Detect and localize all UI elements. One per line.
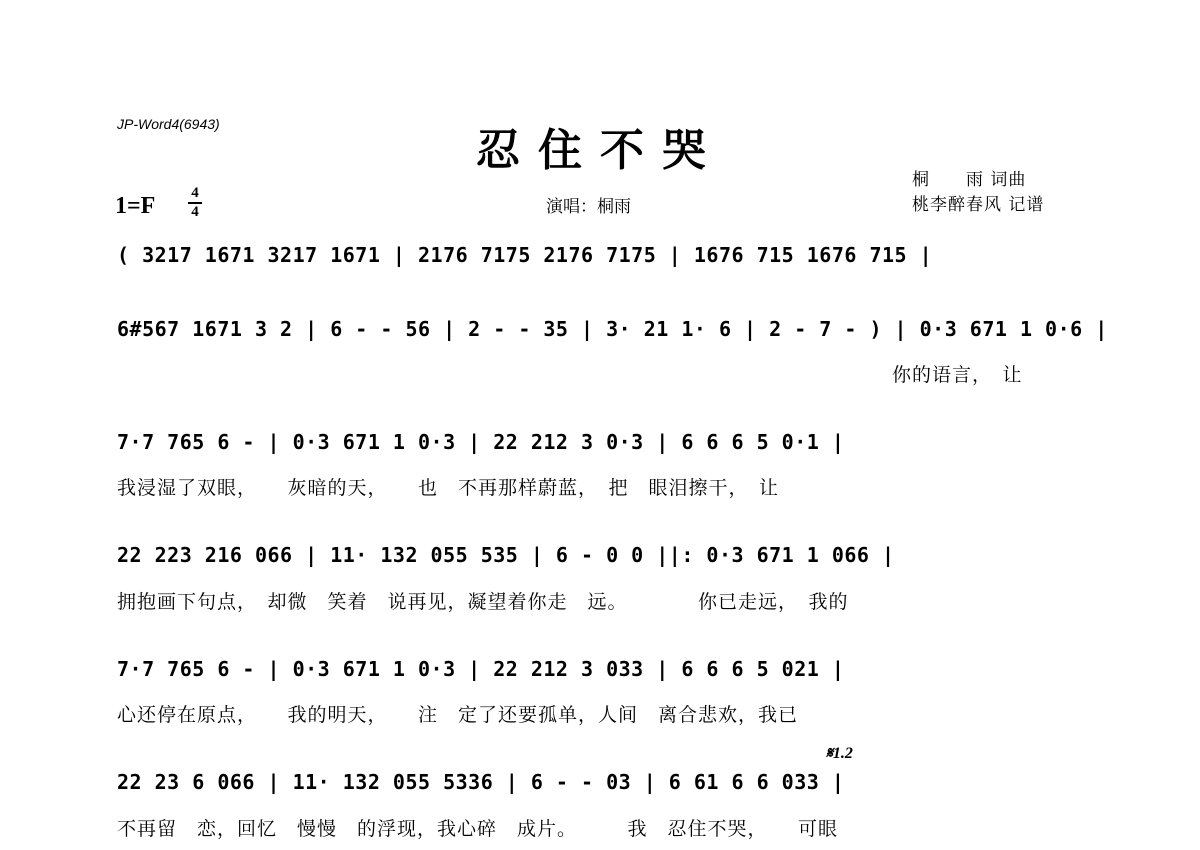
software-watermark: JP-Word4(6943): [117, 116, 220, 132]
time-signature-bottom: 4: [191, 204, 199, 220]
lyric-row-6: 不再留 恋，回忆 慢慢 的浮现，我心碎 成片。 我 忍住不哭， 可眼: [117, 818, 839, 840]
time-signature: [188, 186, 202, 220]
music-row-1: ( 3217 1671 3217 1671 | 2176 7175 2176 7175 | 1676 715 1676 715 |: [117, 243, 933, 267]
singer-credit: 演唱：桐雨: [546, 197, 631, 217]
lyrics-music-credit: 桐 雨 词曲: [912, 170, 1027, 190]
music-row-6: 22 23 6 066 | 11· 132 055 5336 | 6 - - 03 | 6 61 6 6 033 |: [117, 770, 845, 794]
lyric-row-2: 你的语言， 让: [892, 364, 1023, 386]
music-row-2: 6#567 1671 3 2 | 6 - - 56 | 2 - - 35 | 3· 21 1· 6 | 2 - 7 - ) | 0·3 671 1 0·6 |: [117, 317, 1108, 341]
music-row-3: 7·7 765 6 - | 0·3 671 1 0·3 | 22 212 3 0·3 | 6 6 6 5 0·1 |: [117, 430, 845, 454]
lyric-row-3: 我浸湿了双眼， 灰暗的天， 也 不再那样蔚蓝， 把 眼泪擦干， 让: [117, 477, 780, 499]
song-title: 忍住不哭: [476, 125, 724, 176]
lyric-row-4: 拥抱画下句点， 却微 笑着 说再见，凝望着你走 远。 你已走远， 我的: [117, 591, 849, 613]
music-row-5: 7·7 765 6 - | 0·3 671 1 0·3 | 22 212 3 033 | 6 6 6 5 021 |: [117, 657, 845, 681]
transcriber-credit: 桃李醉春风 记谱: [912, 195, 1045, 215]
music-row-4: 22 223 216 066 | 11· 132 055 535 | 6 - 0 0 ||: 0·3 671 1 066 |: [117, 543, 895, 567]
segno-mark: 𝄋1.2: [826, 745, 853, 762]
lyric-row-5: 心还停在原点， 我的明天， 注 定了还要孤单，人间 离合悲欢，我已: [117, 704, 799, 726]
key-signature: 1=F: [115, 193, 156, 219]
time-signature-top: 4: [191, 185, 199, 201]
